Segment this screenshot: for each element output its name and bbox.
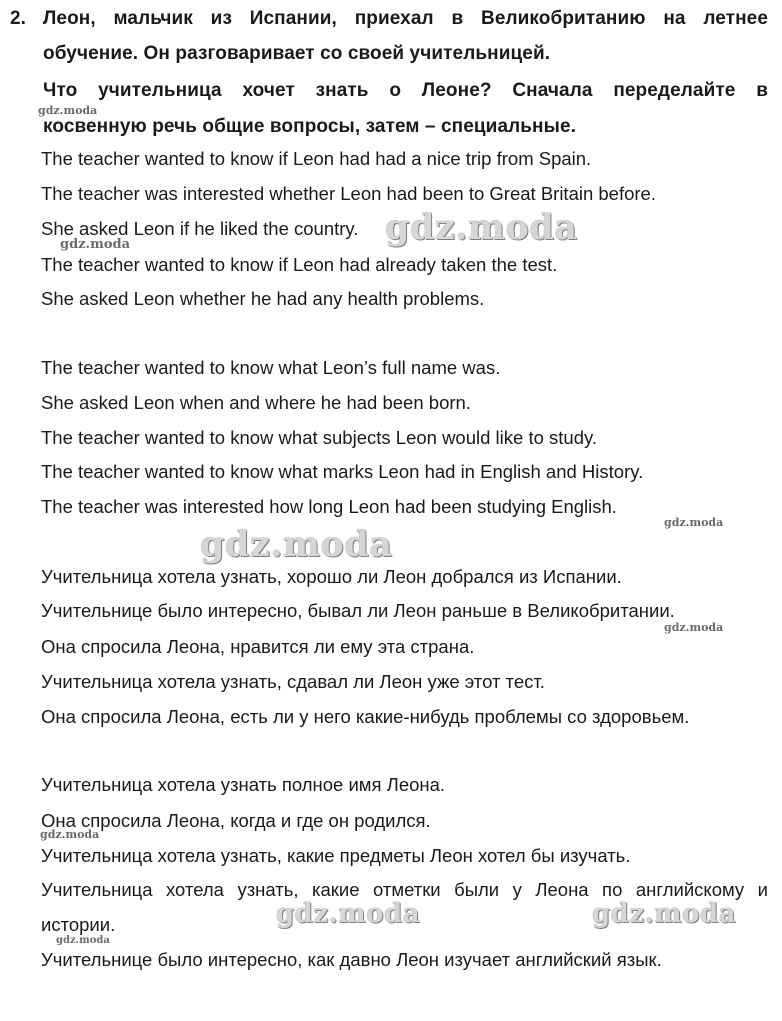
watermark-large: gdz.moda [385, 207, 578, 248]
answer-line-en: The teacher was interested whether Leon had been to Great Britain before. [41, 183, 656, 204]
watermark-large: gdz.moda [200, 524, 393, 565]
task-header-line: обучение. Он разговаривает со своей учительницей. [43, 43, 551, 64]
watermark-small: gdz.moda [40, 828, 100, 841]
watermark-small: gdz.moda [60, 237, 131, 252]
watermark-small: gdz.moda [664, 621, 724, 634]
answer-line-ru: Учительница хотела узнать, сдавал ли Леон уже этот тест. [41, 671, 545, 692]
watermark-large: gdz.moda [592, 899, 737, 929]
answer-line-en: The teacher was interested how long Leon had been studying English. [41, 496, 617, 517]
answer-line-en: The teacher wanted to know what marks Leon had in English and History. [41, 461, 644, 482]
task-header-line: косвенную речь общие вопросы, затем – специальные. [43, 116, 577, 137]
answer-line-ru: Учительница хотела узнать полное имя Леона. [41, 774, 446, 795]
answer-line-en: She asked Leon when and where he had been born. [41, 392, 471, 413]
answer-line-en: She asked Leon whether he had any health problems. [41, 288, 485, 309]
watermark-large: gdz.moda [276, 899, 421, 929]
task-header-line: Леон, мальчик из Испании, приехал в Великобританию на летнее [43, 8, 768, 29]
answer-line-en: The teacher wanted to know what Leon’s full name was. [41, 357, 501, 378]
answer-line-en: The teacher wanted to know what subjects Leon would like to study. [41, 427, 598, 448]
answer-line-ru: Учительница хотела узнать, хорошо ли Леон добрался из Испании. [41, 566, 622, 587]
watermark-small: gdz.moda [38, 104, 98, 117]
answer-line-ru: Учительнице было интересно, бывал ли Леон раньше в Великобритании. [41, 600, 675, 621]
task-number: 2. [10, 8, 26, 29]
answer-line-ru: Она спросила Леона, есть ли у него какие-нибудь проблемы со здоровьем. [41, 706, 690, 727]
watermark-small: gdz.moda [664, 516, 724, 529]
answer-line-en: The teacher wanted to know if Leon had had a nice trip from Spain. [41, 148, 592, 169]
task-header-line: Что учительница хочет знать о Леоне? Сначала переделайте в [43, 80, 768, 101]
answer-line-ru: Учительница хотела узнать, какие предметы Леон хотел бы изучать. [41, 845, 631, 866]
answer-line-en: She asked Leon if he liked the country. [41, 218, 359, 239]
answer-line-en: The teacher wanted to know if Leon had already taken the test. [41, 254, 558, 275]
answer-line-ru: Она спросила Леона, нравится ли ему эта страна. [41, 636, 475, 657]
watermark-small: gdz.moda [56, 935, 110, 946]
answer-line-ru: Учительница хотела узнать, какие отметки были у Леона по английскому и [41, 879, 768, 900]
answer-line-ru: Она спросила Леона, когда и где он родился. [41, 810, 431, 831]
answer-line-ru: истории. [41, 914, 116, 935]
answer-line-ru: Учительнице было интересно, как давно Леон изучает английский язык. [41, 949, 662, 970]
